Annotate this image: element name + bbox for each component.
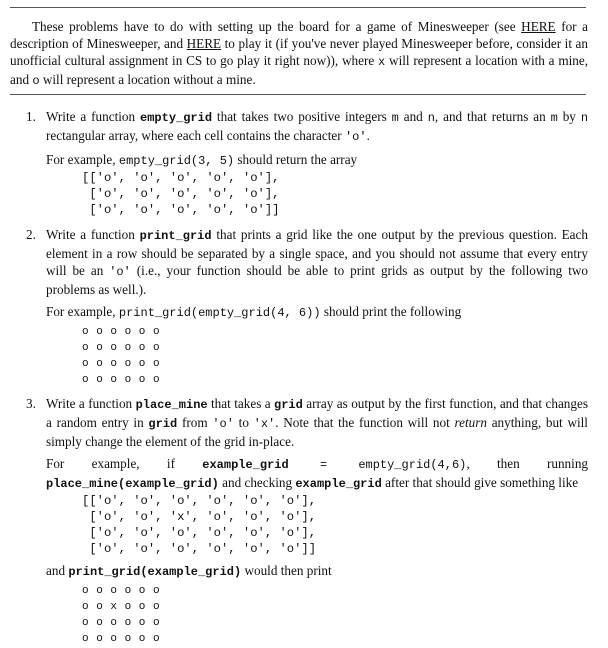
problem-3	[26, 395, 588, 647]
printed-grid-output: o o o o o o o o o o o o o o o o o o o o o o o o	[82, 326, 161, 386]
example-line: and print_grid(example_grid) would then print	[46, 563, 332, 579]
minesweeper-play-link[interactable]: HERE	[186, 36, 222, 51]
example-array: [['o', 'o', 'o', 'o', 'o', 'o'], ['o', 'o', 'x', 'o', 'o', 'o'], ['o', 'o', 'o', 'o', 'o', 'o'], ['o', 'o', 'o', 'o', 'o', 'o']]	[82, 494, 317, 556]
problem-number: 2.	[26, 227, 36, 242]
example-line: For example, empty_grid(3, 5) should return the array	[46, 152, 358, 168]
intro-paragraph	[10, 18, 588, 90]
example-code: print_grid(example_grid)	[68, 565, 242, 579]
function-name: empty_grid	[140, 111, 213, 125]
problem-statement: Write a function empty_grid that takes two positive integers m and n, and that returns an m by n rectangular array, where each cell contains the character 'o'.	[46, 109, 589, 144]
printed-grid-output: o o o o o o o o x o o o o o o o o o o o o o o o	[82, 585, 161, 645]
function-name: print_grid	[139, 229, 212, 243]
example-line: For example, if example_grid = empty_grid(4,6), then running place_mine(example_grid) and checking example_grid after that should give something like	[46, 456, 589, 491]
problem-2	[26, 226, 588, 388]
example-code: place_mine(example_grid)	[46, 477, 219, 491]
intro-text: will represent a location with a mine, and	[10, 53, 589, 87]
section-rule	[10, 94, 586, 95]
example-code: empty_grid(3, 5)	[118, 154, 235, 168]
example-line: For example, print_grid(empty_grid(4, 6)) should print the following	[46, 304, 462, 320]
problem-number: 1.	[26, 109, 36, 124]
problem-number: 3.	[26, 396, 36, 411]
intro-text: These problems have to do with setting up the board for a game of Minesweeper (see	[32, 19, 522, 34]
intro-text: to play it (if you've never played Minesweeper before, consider it an unofficial cultural assignment in CS to go play it right now)), where	[10, 36, 588, 68]
example-code: print_grid(empty_grid(4, 6))	[118, 306, 321, 320]
minesweeper-description-link[interactable]: HERE	[521, 19, 556, 34]
mine-symbol: x	[378, 55, 386, 69]
intro-text: will represent a location without a mine.	[39, 72, 256, 87]
top-rule	[10, 7, 586, 8]
problem-statement: Write a function print_grid that prints a grid like the one output by the previous question. Each element in a row should be separated by a single space, and you should not assume that every entry will be an 'o' (i.e., your function should be able to print grids as output by the following two problems as well.).	[46, 227, 588, 297]
empty-symbol: o	[32, 74, 40, 88]
function-name: place_mine	[135, 398, 208, 412]
problem-1	[26, 108, 588, 218]
example-array: [['o', 'o', 'o', 'o', 'o'], ['o', 'o', 'o', 'o', 'o'], ['o', 'o', 'o', 'o', 'o']]	[82, 171, 280, 217]
problem-statement: Write a function place_mine that takes a grid array as output by the first function, and that changes a random entry in grid from 'o' to 'x'. Note that the function will not return anything, but will simply change the element of the grid in-place.	[46, 396, 588, 449]
intro-text: for a description of Minesweeper, and	[10, 19, 588, 51]
